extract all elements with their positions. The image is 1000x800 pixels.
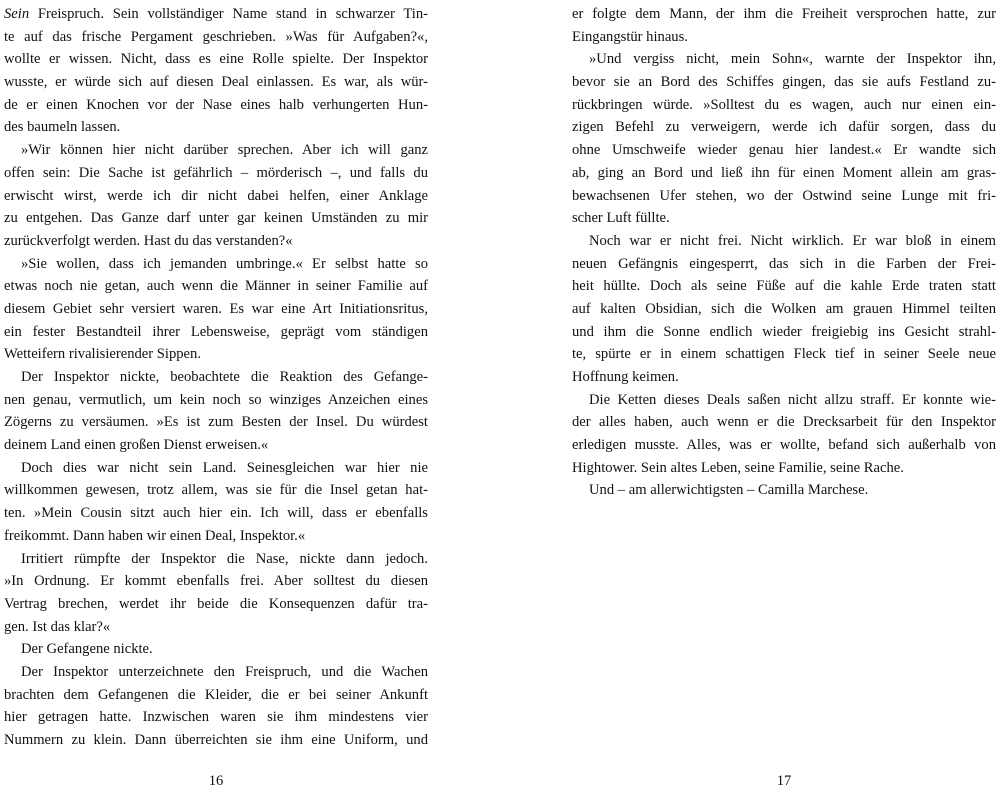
text-line: freikommt. Dann haben wir einen Deal, Inspektor.« <box>4 527 306 544</box>
text-line: Der Inspektor unterzeichnete den Freispruch, und die Wachen <box>21 663 428 680</box>
text-line: er folgte dem Mann, der ihm die Freiheit versprochen hatte, zur <box>572 6 996 22</box>
text-line: zurückverfolgt werden. Hast du das verstanden?« <box>4 232 293 249</box>
text-line: ten. »Mein Cousin sitzt auch hier ein. Ich will, dass er ebenfalls <box>4 505 428 522</box>
text-line: »Und vergiss nicht, mein Sohn«, warnte der Inspektor ihn, <box>589 51 996 68</box>
text-line: Zögerns zu versäumen. »Es ist zum Besten der Insel. Du würdest <box>4 414 428 431</box>
text-line: de er einen Knochen vor der Nase eines halb verhungerten Hun- <box>4 96 428 113</box>
text-line: »Wir können hier nicht darüber sprechen. Aber ich will ganz <box>21 142 428 159</box>
text-line: »In Ordnung. Er kommt ebenfalls frei. Aber solltest du diesen <box>4 573 428 590</box>
text-line: neuen Gefängnis eingesperrt, das sich in die Farben der Frei- <box>572 255 996 272</box>
text-line: offen sein: Die Sache ist gefährlich – mörderisch –, und falls du <box>4 164 428 181</box>
text-line: etwas noch nie getan, auch wenn die Männer in seiner Familie auf <box>4 278 428 295</box>
line-text: Freispruch. Sein vollständiger Name stand in schwarzer Tin- <box>29 6 428 22</box>
text-line: hier getragen hatte. Inzwischen waren sie ihm mindestens vier <box>4 709 428 726</box>
text-line: und ihm die Sonne endlich wieder freigiebig ins Gesicht strahl- <box>572 323 996 340</box>
text-line: Hightower. Sein altes Leben, seine Familie, seine Rache. <box>572 459 904 476</box>
text-line: ab, ging an Bord und ließ ihn für einen Moment allein am gras- <box>572 164 996 181</box>
text-line: Vertrag brechen, werdet ihr beide die Konsequenzen dafür tra- <box>4 595 428 612</box>
text-line: zigen Befehl zu verweigern, werde ich dafür sorgen, dass du <box>572 119 996 136</box>
text-line: Noch war er nicht frei. Nicht wirklich. Er war bloß in einem <box>589 232 996 249</box>
text-line: Nummern zu klein. Dann überreichten sie ihm eine Uniform, und <box>4 732 428 748</box>
text-line: ein fester Bestandteil ihrer Lebensweise, geprägt vom ständigen <box>4 323 428 340</box>
text-line <box>4 3 428 26</box>
text-line: Eingangstür hinaus. <box>572 28 688 45</box>
text-line: Doch dies war nicht sein Land. Seinesgleichen war hier nie <box>21 459 428 476</box>
text-line: erwischt wirst, werde ich dir nicht dabei helfen, einer Anklage <box>4 187 428 204</box>
text-line: rückbringen würde. »Solltest du es wagen, auch nur einen ein- <box>572 96 996 113</box>
left-page-number: 16 <box>208 773 224 789</box>
text-line: Und – am allerwichtigsten – Camilla Marchese. <box>589 482 869 499</box>
text-line: brachten dem Gefangenen die Kleider, die er bei seiner Ankunft <box>4 686 428 703</box>
text-line: Die Ketten dieses Deals saßen nicht allzu straff. Er konnte wie- <box>589 391 996 408</box>
left-page-text <box>4 3 428 752</box>
left-page <box>4 0 428 800</box>
text-line: erledigen musste. Alles, was er wollte, befand sich außerhalb von <box>572 437 996 454</box>
text-line: bewachsenen Ufer stehen, wo der Ostwind seine Lunge mit fri- <box>572 187 996 204</box>
text-line: wollte er wissen. Nicht, dass es eine Rolle spielte. Der Inspektor <box>4 51 428 68</box>
text-line: gen. Ist das klar?« <box>4 618 111 635</box>
text-line: diesem Gebiet sehr versiert waren. Es war eine Art Initiationsritus, <box>4 300 428 317</box>
text-line: der alles haben, auch wenn er die Drecksarbeit für den Inspektor <box>572 414 996 431</box>
text-line: wusste, er würde sich auf diesen Deal einlassen. Es war, als wür- <box>4 74 428 91</box>
text-line: te, spürte er in einem schattigen Fleck tief in seiner Seele neue <box>572 346 996 363</box>
text-line: willkommen gewesen, trotz allem, was sie für die Insel getan hat- <box>4 482 428 499</box>
text-line: Der Gefangene nickte. <box>21 641 153 658</box>
italic-word: Sein <box>4 6 30 22</box>
text-line: deinem Land einen großen Dienst erweisen.« <box>4 437 269 454</box>
text-line: Der Inspektor nickte, beobachtete die Reaktion des Gefange- <box>21 369 428 385</box>
right-page-number: 17 <box>776 773 792 789</box>
text-line: Irritiert rümpfte der Inspektor die Nase, nickte dann jedoch. <box>21 550 428 567</box>
text-line: ohne Umschweife wieder genau hier landest.« Er wandte sich <box>572 142 996 159</box>
text-line: scher Luft füllte. <box>572 210 670 227</box>
text-line: Wetteifern rivalisierender Sippen. <box>4 346 201 363</box>
text-line: Hoffnung keimen. <box>572 369 679 385</box>
text-line: bevor sie an Bord des Schiffes gingen, das sie aufs Festland zu- <box>572 74 996 91</box>
text-line: auf kalten Obsidian, sich die Wolken am grauen Himmel teilten <box>572 300 996 317</box>
text-line: des baumeln lassen. <box>4 119 121 136</box>
right-page <box>572 0 996 800</box>
text-line: nen genau, vermutlich, um kein noch so winziges Anzeichen eines <box>4 391 428 408</box>
text-line: heit hüllte. Doch als seine Füße auf die kahle Erde traten statt <box>572 278 996 295</box>
right-page-text <box>572 3 996 502</box>
text-line: »Sie wollen, dass ich jemanden umbringe.« Er selbst hatte so <box>21 255 428 272</box>
text-line: zu entgehen. Das Ganze darf unter gar keinen Umständen zu mir <box>4 210 428 227</box>
text-line: te auf das frische Pergament geschrieben. »Was für Aufgaben?«, <box>4 28 428 45</box>
